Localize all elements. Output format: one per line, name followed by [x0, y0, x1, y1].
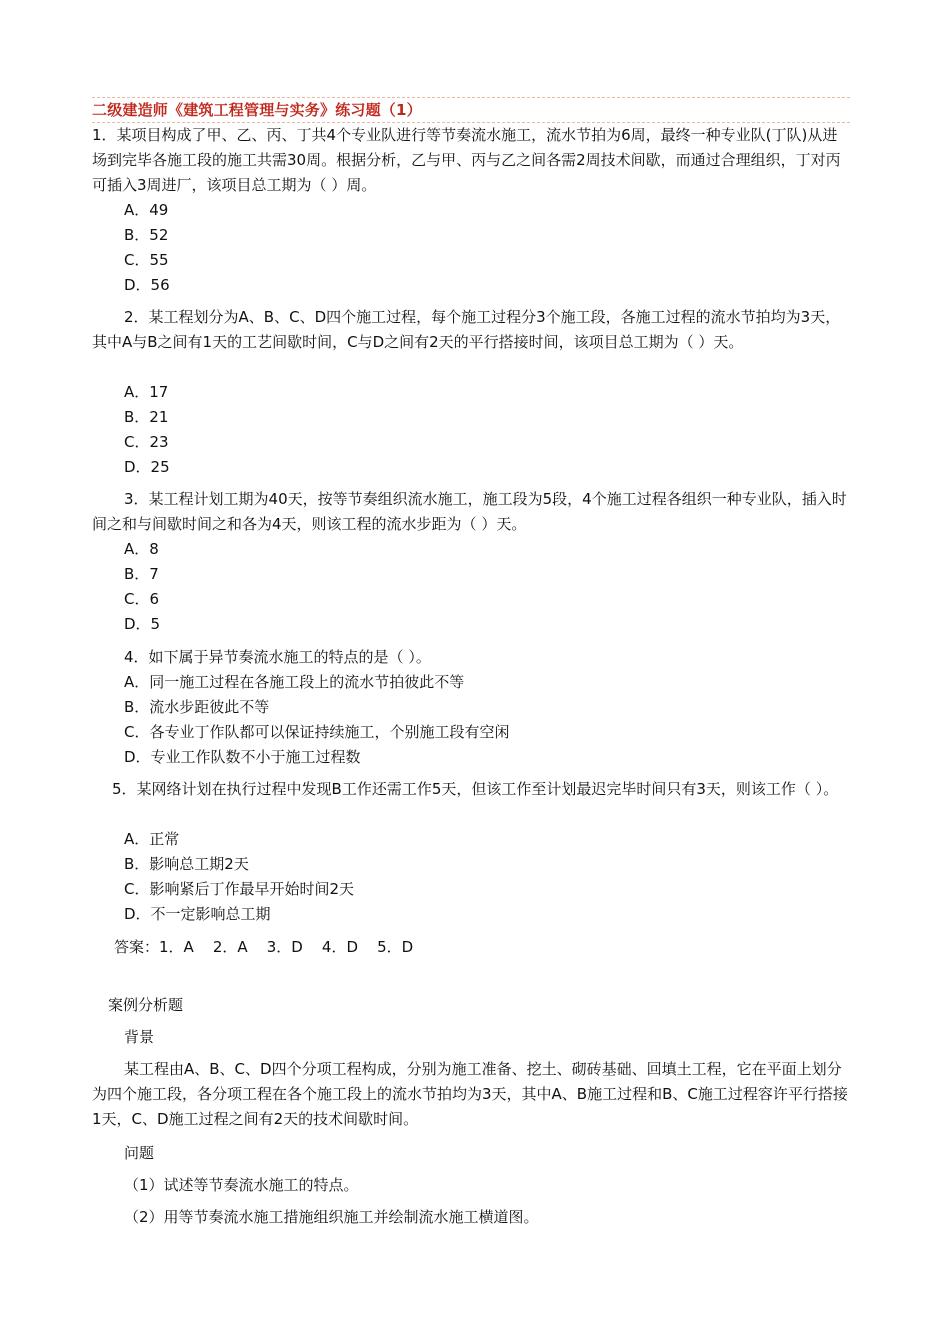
- question-3-option-d: D．5: [124, 615, 161, 633]
- case-question-1: （1）试述等节奏流水施工的特点。: [124, 1176, 359, 1194]
- question-5-option-b: B．影响总工期2天: [124, 855, 249, 873]
- question-4-option-b: B．流水步距彼此不等: [124, 698, 270, 716]
- question-4-option-a: A．同一施工过程在各施工段上的流水节拍彼此不等: [124, 673, 465, 691]
- question-4-text: 4．如下属于异节奏流水施工的特点的是（ ）。: [124, 648, 431, 666]
- question-1-option-a: A．49: [124, 201, 169, 219]
- question-1-text: 1．某项目构成了甲、乙、丙、丁共4个专业队进行等节奏流水施工，流水节拍为6周，最终一种专业队(丁队)从进场到完毕各施工段的施工共需30周。根据分析，乙与甲、丙与乙之间各需2周技术间歇，而通过合理组织，丁对丙可插入3周进厂，该项目总工期为（ ）周。: [92, 126, 841, 194]
- case-question-2: （2）用等节奏流水施工措施组织施工并绘制流水施工横道图。: [124, 1208, 539, 1226]
- question-2-option-b: B．21: [124, 408, 169, 426]
- question-5-option-d: D．不一定影响总工期: [124, 905, 271, 923]
- question-3-text: 3．某工程计划工期为40天，按等节奏组织流水施工，施工段为5段，4个施工过程各组织一种专业队，插入时间之和与间歇时间之和各为4天，则该工程的流水步距为（ ）天。: [92, 490, 847, 533]
- question-2-text: 2．某工程划分为A、B、C、D四个施工过程，每个施工过程分3个施工段，各施工过程的流水节拍均为3天，其中A与B之间有1天的工艺间歇时间，C与D之间有2天的平行搭接时间，该项目总工期为（ ）天。: [92, 308, 841, 351]
- question-2-option-c: C．23: [124, 433, 169, 451]
- case-question-label: 问题: [124, 1144, 155, 1162]
- question-3-option-c: C．6: [124, 590, 160, 608]
- question-1-option-d: D．56: [124, 276, 170, 294]
- case-background-label: 背景: [124, 1028, 155, 1046]
- question-5-option-c: C．影响紧后丁作最早开始时间2天: [124, 880, 355, 898]
- case-heading: 案例分析题: [108, 996, 184, 1014]
- answer-key: 答案：1．A 2．A 3．D 4．D 5．D: [114, 938, 414, 956]
- document-title: 二级建造师《建筑工程管理与实务》练习题（1）: [92, 101, 422, 119]
- case-background-text: 某工程由A、B、C、D四个分项工程构成，分别为施工准备、挖土、砌砖基础、回填土工程，它在平面上划分为四个施工段，各分项工程在各个施工段上的流水节拍均为3天，其中A、B施工过程和B、C施工过程容许平行搭接1天，C、D施工过程之间有2天的技术间歇时间。: [92, 1060, 848, 1128]
- question-4-option-c: C．各专业丁作队都可以保证持续施工，个别施工段有空闲: [124, 723, 510, 741]
- question-4-option-d: D．专业工作队数不小于施工过程数: [124, 748, 361, 766]
- question-5-option-a: A．正常: [124, 830, 180, 848]
- question-2-option-a: A．17: [124, 383, 169, 401]
- question-2-option-d: D．25: [124, 458, 170, 476]
- question-5-text: 5．某网络计划在执行过程中发现B工作还需工作5天，但该工作至计划最迟完毕时间只有3天，则该工作（ ）。: [112, 780, 839, 798]
- question-1-option-c: C．55: [124, 251, 169, 269]
- question-3-option-b: B．7: [124, 565, 159, 583]
- question-1-option-b: B．52: [124, 226, 169, 244]
- question-3-option-a: A．8: [124, 540, 159, 558]
- header-rule-top: [92, 97, 850, 98]
